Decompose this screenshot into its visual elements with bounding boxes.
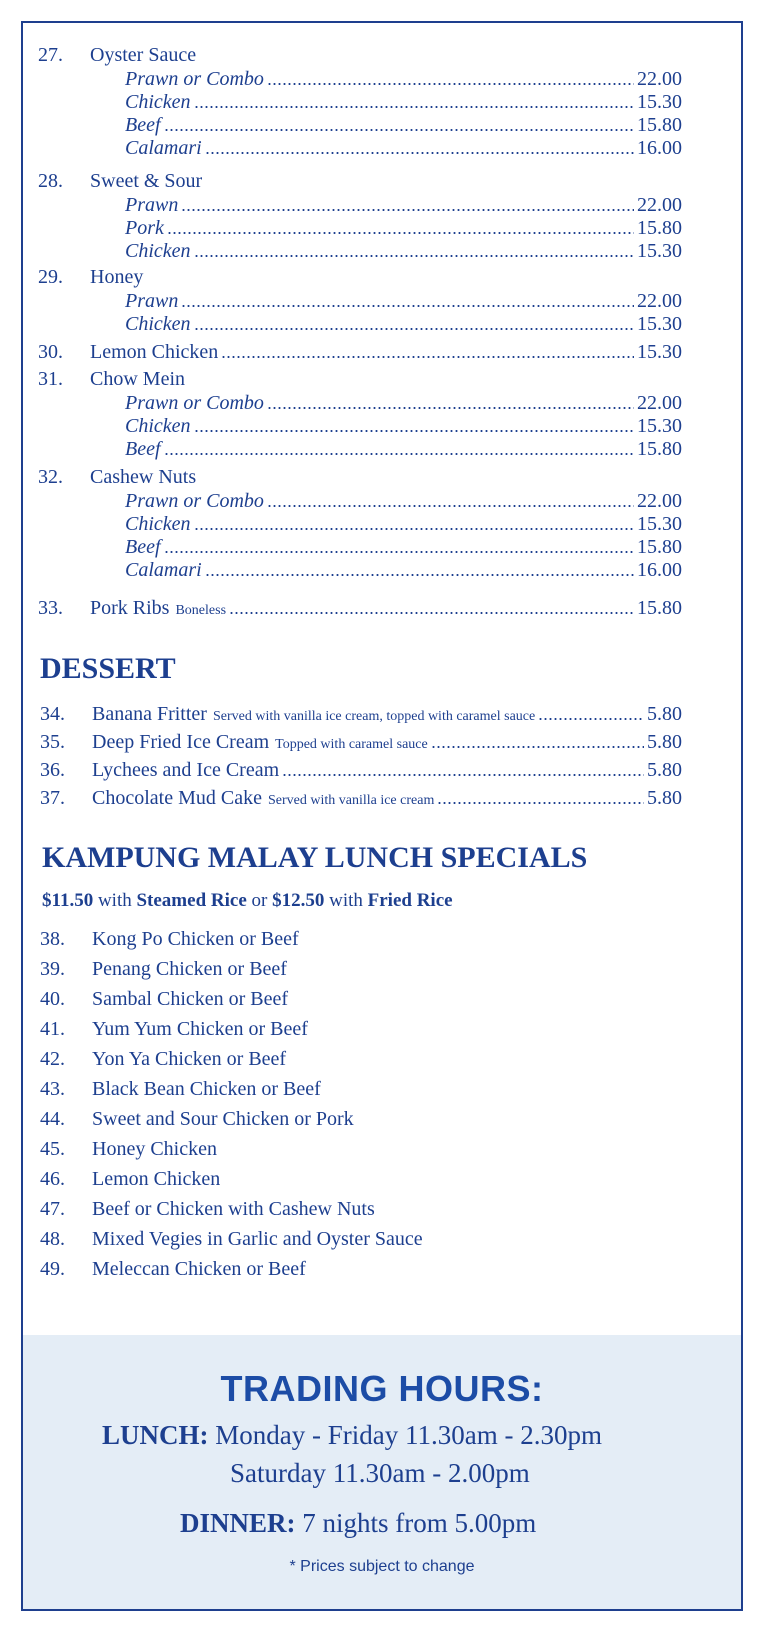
item-number: 42. — [40, 1048, 65, 1070]
item-name: Honey Chicken — [92, 1138, 217, 1160]
variant-name: Prawn or Combo — [125, 392, 264, 414]
item-name: Beef or Chicken with Cashew Nuts — [92, 1198, 375, 1220]
item-price: 5.80 — [647, 759, 682, 781]
variant-price: 15.80 — [637, 114, 682, 136]
dinner-text: 7 nights from 5.00pm — [302, 1508, 537, 1538]
dot-leader — [164, 535, 634, 553]
menu-item — [38, 596, 682, 620]
item-number: 28. — [38, 170, 63, 192]
item-number: 29. — [38, 266, 63, 288]
lunch-specials-price-note — [42, 890, 453, 912]
variant-name: Pork — [125, 217, 164, 239]
lunch-item — [40, 928, 299, 951]
item-number: 44. — [40, 1108, 65, 1130]
dot-leader — [282, 758, 644, 776]
item-price: 5.80 — [647, 787, 682, 809]
rice-fried: Fried Rice — [367, 890, 453, 911]
menu-item-heading — [38, 170, 202, 193]
menu-variant — [125, 535, 682, 559]
variant-name: Prawn or Combo — [125, 490, 264, 512]
dot-leader — [205, 558, 634, 576]
item-number: 36. — [40, 759, 65, 781]
menu-variant — [125, 90, 682, 114]
item-name: Yon Ya Chicken or Beef — [92, 1048, 287, 1070]
dinner-hours — [180, 1508, 536, 1539]
variant-name: Prawn or Combo — [125, 68, 264, 90]
item-number: 37. — [40, 787, 65, 809]
item-note: Served with vanilla ice cream, topped with caramel sauce — [212, 709, 536, 724]
menu-variant — [125, 312, 682, 336]
item-name: Pork Ribs — [90, 597, 170, 619]
variant-name: Beef — [125, 114, 161, 136]
item-name: Banana Fritter — [92, 703, 207, 725]
item-number: 48. — [40, 1228, 65, 1250]
variant-price: 15.80 — [637, 438, 682, 460]
item-name: Black Bean Chicken or Beef — [92, 1078, 321, 1100]
menu-variant — [125, 193, 682, 217]
item-name: Lychees and Ice Cream — [92, 759, 280, 781]
item-name: Chocolate Mud Cake — [92, 787, 262, 809]
lunch-hours-saturday: Saturday 11.30am - 2.00pm — [230, 1458, 530, 1488]
variant-name: Prawn — [125, 290, 179, 312]
menu-variant — [125, 136, 682, 160]
item-price: 15.30 — [637, 341, 682, 363]
note-text: with — [97, 890, 132, 911]
lunch-item — [40, 958, 287, 981]
menu-item-heading — [38, 266, 143, 289]
menu-variant — [125, 489, 682, 513]
prices-footnote: * Prices subject to change — [289, 1558, 475, 1575]
item-name: Honey — [90, 266, 144, 288]
variant-price: 16.00 — [637, 559, 682, 581]
item-note: Topped with caramel sauce — [275, 737, 428, 752]
item-price: 5.80 — [647, 703, 682, 725]
lunch-item — [40, 1168, 220, 1191]
dot-leader — [164, 113, 634, 131]
dessert-item — [40, 786, 682, 810]
dessert-heading: DESSERT — [40, 652, 176, 685]
variant-price: 22.00 — [637, 392, 682, 414]
variant-name: Beef — [125, 438, 161, 460]
menu-variant — [125, 289, 682, 313]
dot-leader — [194, 90, 634, 108]
item-number: 34. — [40, 703, 65, 725]
variant-price: 15.30 — [637, 91, 682, 113]
lunch-item — [40, 1078, 321, 1101]
variant-name: Chicken — [125, 240, 191, 262]
item-number: 27. — [38, 44, 63, 66]
item-price: 15.80 — [637, 597, 682, 619]
item-name: Sweet & Sour — [90, 170, 203, 192]
variant-price: 22.00 — [637, 194, 682, 216]
item-number: 40. — [40, 988, 65, 1010]
item-number: 45. — [40, 1138, 65, 1160]
lunch-hours-weekday — [102, 1420, 602, 1451]
lunch-item — [40, 1138, 217, 1161]
dot-leader — [194, 239, 634, 257]
item-name: Deep Fried Ice Cream — [92, 731, 270, 753]
menu-item-heading — [38, 368, 185, 391]
menu-item-heading — [38, 44, 196, 67]
dot-leader — [194, 312, 634, 330]
price-steamed: $11.50 — [42, 890, 94, 911]
variant-name: Chicken — [125, 415, 191, 437]
menu-variant — [125, 437, 682, 461]
lunch-item — [40, 1198, 375, 1221]
variant-price: 22.00 — [637, 68, 682, 90]
variant-price: 15.30 — [637, 240, 682, 262]
variant-name: Calamari — [125, 559, 202, 581]
price-fried: $12.50 — [272, 890, 325, 911]
variant-name: Chicken — [125, 313, 191, 335]
item-name: Chow Mein — [90, 368, 185, 390]
item-number: 47. — [40, 1198, 65, 1220]
dot-leader — [164, 437, 634, 455]
note-text: or — [251, 890, 268, 911]
lunch-specials-heading: KAMPUNG MALAY LUNCH SPECIALS — [42, 841, 588, 874]
item-number: 33. — [38, 597, 63, 619]
item-price: 5.80 — [647, 731, 682, 753]
dot-leader — [267, 391, 634, 409]
item-number: 38. — [40, 928, 65, 950]
dot-leader — [538, 702, 644, 720]
dot-leader — [167, 216, 634, 234]
dot-leader — [194, 512, 634, 530]
item-number: 49. — [40, 1258, 65, 1280]
item-name: Meleccan Chicken or Beef — [92, 1258, 306, 1280]
lunch-item — [40, 988, 288, 1011]
variant-price: 15.80 — [637, 536, 682, 558]
item-name: Sambal Chicken or Beef — [92, 988, 289, 1010]
variant-price: 15.30 — [637, 415, 682, 437]
item-number: 35. — [40, 731, 65, 753]
note-text: with — [329, 890, 363, 911]
lunch-item — [40, 1258, 306, 1281]
menu-variant — [125, 558, 682, 582]
item-name: Penang Chicken or Beef — [92, 958, 287, 980]
dot-leader — [205, 136, 634, 154]
menu-variant — [125, 391, 682, 415]
item-number: 46. — [40, 1168, 65, 1190]
menu-item-heading — [38, 466, 196, 489]
lunch-item — [40, 1108, 354, 1131]
lunch-item — [40, 1018, 308, 1041]
item-name: Sweet and Sour Chicken or Pork — [92, 1108, 354, 1130]
item-note: Boneless — [175, 603, 227, 618]
item-name: Kong Po Chicken or Beef — [92, 928, 299, 950]
dot-leader — [221, 340, 634, 358]
variant-price: 16.00 — [637, 137, 682, 159]
variant-name: Chicken — [125, 91, 191, 113]
variant-name: Prawn — [125, 194, 179, 216]
item-number: 43. — [40, 1078, 65, 1100]
variant-name: Calamari — [125, 137, 202, 159]
dot-leader — [267, 489, 634, 507]
dessert-item — [40, 702, 682, 726]
menu-variant — [125, 414, 682, 438]
dinner-label: DINNER: — [180, 1508, 296, 1538]
dot-leader — [437, 786, 644, 804]
trading-hours-title: TRADING HOURS: — [220, 1368, 544, 1409]
menu-variant — [125, 67, 682, 91]
dot-leader — [181, 289, 634, 307]
item-number: 41. — [40, 1018, 65, 1040]
variant-price: 22.00 — [637, 290, 682, 312]
menu-variant — [125, 512, 682, 536]
lunch-weekday-text: Monday - Friday 11.30am - 2.30pm — [215, 1420, 602, 1450]
dessert-item — [40, 730, 682, 754]
variant-name: Beef — [125, 536, 161, 558]
lunch-item — [40, 1048, 286, 1071]
dot-leader — [181, 193, 634, 211]
variant-name: Chicken — [125, 513, 191, 535]
dot-leader — [229, 596, 634, 614]
dot-leader — [267, 67, 634, 85]
lunch-label: LUNCH: — [102, 1420, 209, 1450]
item-name: Cashew Nuts — [90, 466, 197, 488]
variant-price: 22.00 — [637, 490, 682, 512]
variant-price: 15.30 — [637, 313, 682, 335]
item-name: Lemon Chicken — [92, 1168, 221, 1190]
item-number: 30. — [38, 341, 63, 363]
variant-price: 15.30 — [637, 513, 682, 535]
menu-item — [38, 340, 682, 364]
rice-steamed: Steamed Rice — [136, 890, 247, 911]
dot-leader — [194, 414, 634, 432]
item-number: 31. — [38, 368, 63, 390]
lunch-item — [40, 1228, 423, 1251]
menu-variant — [125, 113, 682, 137]
dessert-item — [40, 758, 682, 782]
menu-variant — [125, 216, 682, 240]
variant-price: 15.80 — [637, 217, 682, 239]
item-number: 39. — [40, 958, 65, 980]
item-note: Served with vanilla ice cream — [267, 793, 435, 808]
menu-variant — [125, 239, 682, 263]
item-name: Mixed Vegies in Garlic and Oyster Sauce — [92, 1228, 423, 1250]
item-name: Yum Yum Chicken or Beef — [92, 1018, 308, 1040]
item-name: Oyster Sauce — [90, 44, 197, 66]
item-name: Lemon Chicken — [90, 341, 219, 363]
item-number: 32. — [38, 466, 63, 488]
dot-leader — [431, 730, 644, 748]
